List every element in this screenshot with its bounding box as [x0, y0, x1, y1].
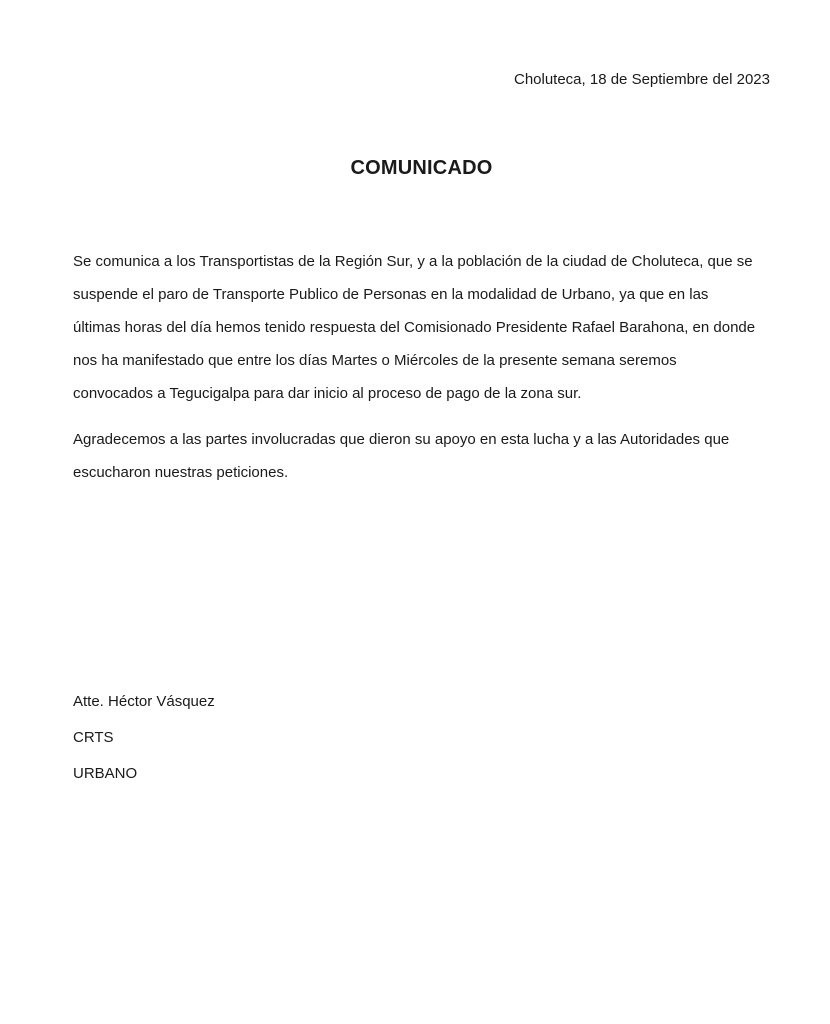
signature-organization: CRTS — [73, 729, 114, 746]
signature-block — [73, 686, 215, 794]
signature-name: Atte. Héctor Vásquez — [73, 693, 215, 710]
date-line: Choluteca, 18 de Septiembre del 2023 — [513, 71, 770, 88]
body-paragraph: Se comunica a los Transportistas de la Región Sur, y a la población de la ciudad de Choluteca, que se suspende el paro de Transporte Publico de Personas en la modalidad de Urbano, ya que en las últimas horas del día hemos tenido respuesta del Comisionado Presidente Rafael Barahona, en donde nos ha manifestado que entre los días Martes o Miércoles de la presente semana seremos convocados a Tegucigalpa para dar inicio al proceso de pago de la zona sur. — [73, 253, 756, 402]
body-paragraph: Agradecemos a las partes involucradas que dieron su apoyo en esta lucha y a las Autoridades que escucharon nuestras peticiones. — [73, 431, 730, 481]
document-title: COMUNICADO — [350, 157, 493, 179]
signature-division: URBANO — [73, 765, 138, 782]
